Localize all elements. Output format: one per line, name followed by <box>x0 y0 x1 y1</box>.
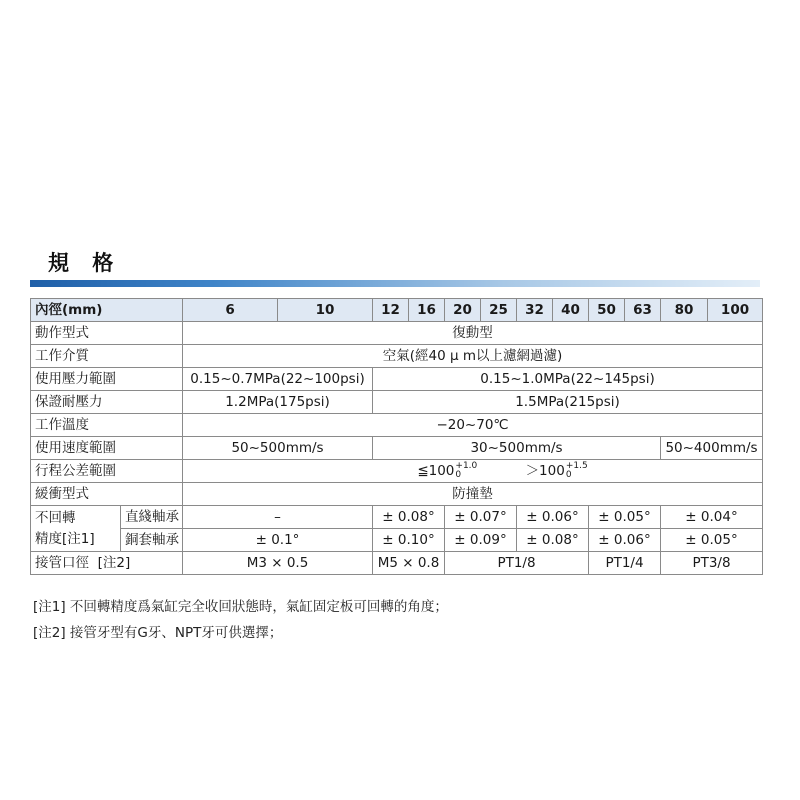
bore-40: 40 <box>553 299 589 322</box>
linear-bearing-label: 直綫軸承 <box>121 506 183 529</box>
row-label: 使用速度範圍 <box>31 437 183 460</box>
row-value <box>183 460 763 483</box>
row-label: 工作溫度 <box>31 414 183 437</box>
row-label: 接管口徑 [注2] <box>31 552 183 575</box>
row-label: 緩衝型式 <box>31 483 183 506</box>
bore-10: 10 <box>278 299 373 322</box>
row-value: 防撞墊 <box>183 483 763 506</box>
cushion-row <box>31 483 763 506</box>
row-value: 0.15~1.0MPa(22~145psi) <box>373 368 763 391</box>
row-value: ± 0.08° <box>517 529 589 552</box>
row-value: M3 × 0.5 <box>183 552 373 575</box>
row-value: ± 0.07° <box>445 506 517 529</box>
row-value: PT3/8 <box>661 552 763 575</box>
port-row <box>31 552 763 575</box>
row-label: 行程公差範圍 <box>31 460 183 483</box>
row-value: PT1/8 <box>445 552 589 575</box>
row-value: −20~70℃ <box>183 414 763 437</box>
row-label: 動作型式 <box>31 322 183 345</box>
tolerance-small: ≦100 +1.0 0 <box>417 461 478 480</box>
bore-16: 16 <box>409 299 445 322</box>
row-value: ± 0.08° <box>373 506 445 529</box>
row-value: ± 0.10° <box>373 529 445 552</box>
title-underline-bar <box>30 280 760 287</box>
bore-63: 63 <box>625 299 661 322</box>
row-value: 50~500mm/s <box>183 437 373 460</box>
proof-pressure-row <box>31 391 763 414</box>
section-title: 規 格 <box>48 251 122 275</box>
row-value: 1.2MPa(175psi) <box>183 391 373 414</box>
bore-label: 內徑(mm) <box>31 299 183 322</box>
pressure-row <box>31 368 763 391</box>
row-value: 復動型 <box>183 322 763 345</box>
row-label: 保證耐壓力 <box>31 391 183 414</box>
temperature-row <box>31 414 763 437</box>
nonrotation-label: 不回轉 精度[注1] <box>31 506 121 552</box>
row-label: 工作介質 <box>31 345 183 368</box>
row-value: ± 0.04° <box>661 506 763 529</box>
header-row <box>31 299 763 322</box>
stroke-tolerance-row <box>31 460 763 483</box>
footnotes <box>33 594 448 646</box>
row-value: ± 0.1° <box>183 529 373 552</box>
row-value: – <box>183 506 373 529</box>
row-value: PT1/4 <box>589 552 661 575</box>
bore-50: 50 <box>589 299 625 322</box>
footnote-2: [注2] 接管牙型有G牙、NPT牙可供選擇； <box>33 625 283 641</box>
nonrotation-linear-row <box>31 506 763 529</box>
action-row <box>31 322 763 345</box>
row-value: 空氣(經40 μ m以上濾網過濾) <box>183 345 763 368</box>
bore-20: 20 <box>445 299 481 322</box>
bore-100: 100 <box>708 299 763 322</box>
footnote-1: [注1] 不回轉精度爲氣缸完全收回狀態時，氣缸固定板可回轉的角度； <box>33 599 448 615</box>
bore-25: 25 <box>481 299 517 322</box>
row-value: 30~500mm/s <box>373 437 661 460</box>
tolerance-large: ＞100 +1.5 0 <box>525 461 588 480</box>
bushing-label: 銅套軸承 <box>121 529 183 552</box>
row-value: ± 0.06° <box>517 506 589 529</box>
spec-table <box>30 298 763 575</box>
row-value: 1.5MPa(215psi) <box>373 391 763 414</box>
bore-80: 80 <box>661 299 708 322</box>
row-value: ± 0.05° <box>661 529 763 552</box>
speed-row <box>31 437 763 460</box>
nonrotation-bushing-row <box>31 529 763 552</box>
row-value: ± 0.09° <box>445 529 517 552</box>
row-value: 50~400mm/s <box>661 437 763 460</box>
row-value: 0.15~0.7MPa(22~100psi) <box>183 368 373 391</box>
row-value: ± 0.06° <box>589 529 661 552</box>
medium-row <box>31 345 763 368</box>
row-value: M5 × 0.8 <box>373 552 445 575</box>
row-value: ± 0.05° <box>589 506 661 529</box>
bore-32: 32 <box>517 299 553 322</box>
row-label: 使用壓力範圍 <box>31 368 183 391</box>
bore-6: 6 <box>183 299 278 322</box>
bore-12: 12 <box>373 299 409 322</box>
